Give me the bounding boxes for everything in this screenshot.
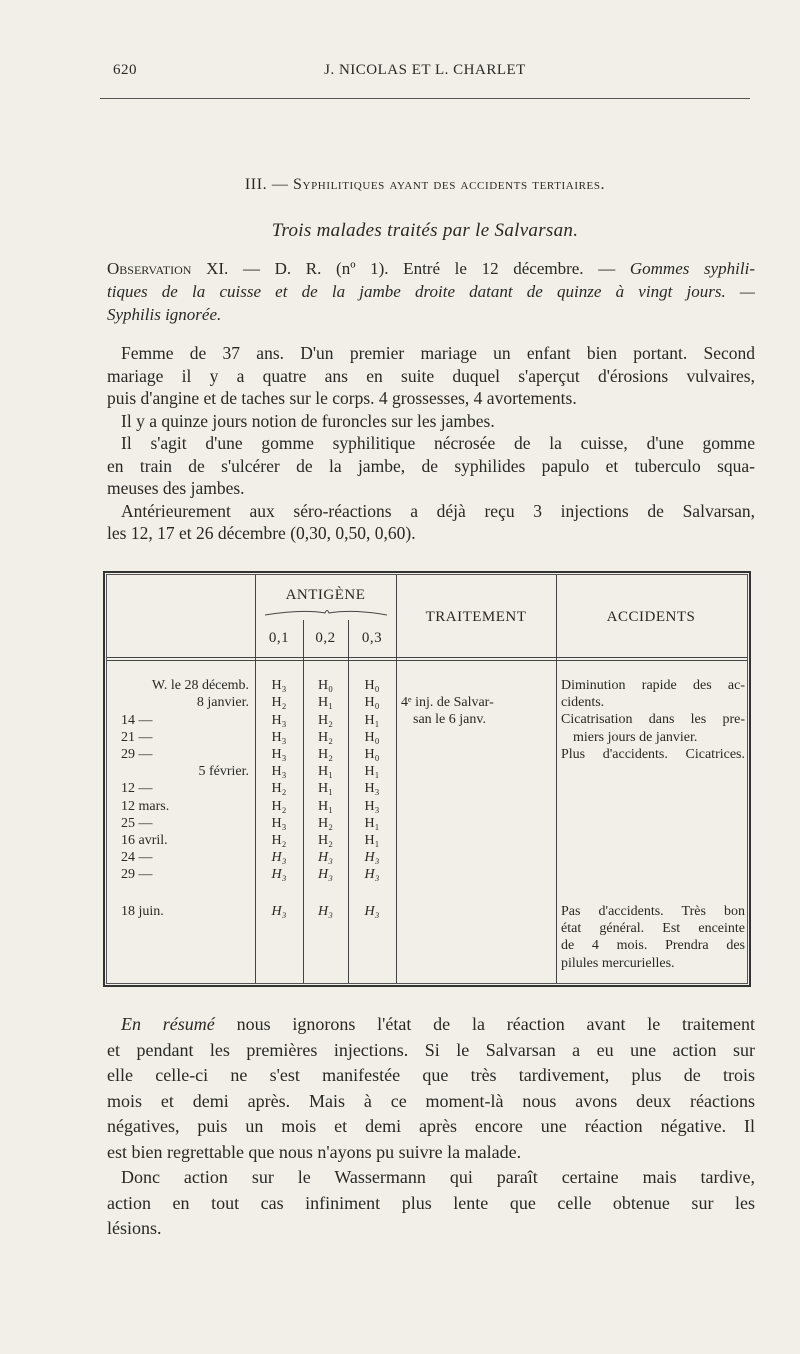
value-dose-2: H₂ bbox=[318, 747, 333, 762]
value-dose-2: H₃ bbox=[318, 867, 333, 882]
value-dose-3: H₃ bbox=[364, 850, 380, 865]
observation-heading bbox=[107, 257, 755, 326]
text-line: mois et demi après. Mais à ce moment-là nous avons deux réactions bbox=[107, 1090, 755, 1111]
text-line: Femme de 37 ans. D'un premier mariage un enfant bien portant. Second bbox=[121, 343, 755, 363]
observation-line: tiques de la cuisse et de la jambe droite datant de quinze à vingt jours. — bbox=[107, 282, 755, 301]
accidents-line: pilules mercurielles. bbox=[561, 955, 675, 971]
accidents-line: Plus d'accidents. Cicatrices. bbox=[561, 746, 745, 762]
text-line: action en tout cas infiniment plus lente que celle obtenue sur les bbox=[107, 1192, 755, 1213]
header-accidents: ACCIDENTS bbox=[606, 609, 696, 625]
subtitle: Trois malades traités par le Salvarsan. bbox=[271, 220, 579, 241]
accidents-line: de 4 mois. Prendra des bbox=[561, 938, 745, 954]
column-rule bbox=[396, 575, 397, 983]
value-dose-3: H₁ bbox=[364, 764, 380, 779]
date-cell: 21 — bbox=[121, 730, 153, 745]
value-dose-1: H₃ bbox=[271, 850, 287, 865]
text-line: elle celle-ci ne s'est manifestée que très tardivement, plus de trois bbox=[107, 1065, 755, 1085]
value-dose-3: H₃ bbox=[364, 799, 380, 814]
section-title-text: Syphilitiques ayant des accidents tertiaires. bbox=[293, 176, 606, 193]
value-dose-2: H₃ bbox=[318, 850, 333, 865]
value-dose-2: H₁ bbox=[318, 764, 333, 779]
section-title bbox=[100, 176, 750, 194]
text-line: Il s'agit d'une gomme syphilitique nécrosée de la cuisse, d'une gomme bbox=[121, 433, 755, 453]
accidents-line: Cicatrisation dans les pre- bbox=[561, 712, 745, 728]
value-dose-1: H₃ bbox=[271, 764, 287, 779]
date-cell: 29 — bbox=[121, 867, 153, 882]
accidents-line: Pas d'accidents. Très bon bbox=[561, 904, 745, 919]
header-rule bbox=[107, 657, 747, 658]
observation-label: Observation XI. bbox=[107, 259, 229, 278]
value-dose-3: H₀ bbox=[364, 747, 380, 762]
summary-lead-rest: nous ignorons l'état de la réaction avant le traitement bbox=[214, 1014, 756, 1034]
value-dose-2: H₂ bbox=[318, 730, 333, 745]
date-cell: 12 mars. bbox=[121, 799, 170, 814]
header-dose-2: 0,2 bbox=[315, 630, 336, 646]
page-number: 620 bbox=[113, 62, 137, 78]
date-cell: 24 — bbox=[121, 850, 153, 865]
header-dose-1: 0,1 bbox=[268, 630, 290, 646]
date-cell: W. le 28 décemb. bbox=[151, 678, 249, 693]
accidents-line: Diminution rapide des ac- bbox=[561, 678, 745, 693]
date-cell: 18 juin. bbox=[121, 904, 164, 919]
value-dose-3: H₃ bbox=[364, 904, 380, 919]
value-dose-3: H₃ bbox=[364, 867, 380, 882]
serology-table bbox=[103, 571, 751, 989]
traitement-line: san le 6 janv. bbox=[413, 712, 486, 728]
traitement-cell bbox=[401, 694, 553, 728]
text-line: et pendant les premières injections. Si le Salvarsan a eu une action sur bbox=[107, 1039, 755, 1060]
value-dose-1: H₂ bbox=[271, 695, 287, 710]
value-dose-3: H₁ bbox=[364, 713, 380, 728]
value-dose-2: H₃ bbox=[318, 904, 333, 919]
text-line: Donc action sur le Wassermann qui paraît certaine mais tardive, bbox=[121, 1167, 755, 1187]
value-dose-1: H₃ bbox=[271, 867, 287, 882]
accidents-line: miers jours de janvier. bbox=[573, 729, 698, 745]
text-line: Il y a quinze jours notion de furoncles sur les jambes. bbox=[121, 410, 495, 431]
value-dose-2: H₂ bbox=[318, 713, 333, 728]
running-head-authors: J. NICOLAS ET L. CHARLET bbox=[324, 62, 526, 78]
value-dose-2: H₂ bbox=[318, 833, 333, 848]
case-paragraph bbox=[107, 342, 755, 545]
traitement-line: 4ᵉ inj. de Salvar- bbox=[401, 695, 494, 710]
summary-paragraph bbox=[107, 1012, 755, 1242]
text-line: lésions. bbox=[107, 1218, 162, 1238]
text-line: Antérieurement aux séro-réactions a déjà reçu 3 injections de Salvarsan, bbox=[121, 500, 755, 521]
value-dose-1: H₂ bbox=[271, 833, 287, 848]
value-dose-3: H₁ bbox=[364, 816, 380, 831]
text-line: est bien regrettable que nous n'ayons pu suivre la malade. bbox=[107, 1141, 522, 1162]
header-antigene: ANTIGÈNE bbox=[285, 587, 366, 603]
accidents-line: état général. Est enceinte bbox=[561, 921, 745, 937]
date-cell: 5 février. bbox=[198, 764, 249, 779]
date-cell: 25 — bbox=[121, 816, 153, 831]
value-dose-3: H₀ bbox=[364, 730, 380, 745]
value-dose-2: H₂ bbox=[318, 816, 333, 831]
value-dose-1: H₃ bbox=[271, 678, 287, 693]
header-traitement: TRAITEMENT bbox=[425, 609, 527, 625]
value-dose-3: H₀ bbox=[364, 678, 380, 693]
accidents-cell bbox=[561, 903, 745, 972]
running-head bbox=[100, 62, 750, 86]
value-dose-3: H₀ bbox=[364, 695, 380, 710]
text-line bbox=[107, 1012, 755, 1038]
summary-lead: En résumé bbox=[121, 1014, 215, 1034]
value-dose-1: H₃ bbox=[271, 730, 287, 745]
text-line: puis d'angine et de taches sur le corps. 4 grossesses, 4 avortements. bbox=[107, 388, 577, 408]
date-cell: 14 — bbox=[121, 713, 153, 728]
header-dose-3: 0,3 bbox=[361, 630, 383, 646]
value-dose-1: H₃ bbox=[271, 747, 287, 762]
value-dose-1: H₃ bbox=[271, 816, 287, 831]
value-dose-3: H₁ bbox=[364, 833, 380, 848]
observation-info: — D. R. (nº 1). Entré le 12 décembre. — bbox=[228, 259, 630, 278]
date-cell: 29 — bbox=[121, 747, 153, 762]
value-dose-1: H₃ bbox=[271, 904, 287, 919]
value-dose-3: H₃ bbox=[364, 781, 380, 796]
header-rule bbox=[107, 660, 747, 661]
observation-line bbox=[107, 257, 755, 280]
text-line: en train de s'ulcérer de la jambe, de syphilides papulo et tuberculo squa- bbox=[107, 455, 755, 476]
date-cell: 8 janvier. bbox=[196, 695, 249, 710]
accidents-line: cidents. bbox=[561, 695, 605, 711]
value-dose-2: H₀ bbox=[318, 678, 333, 693]
date-cell: 12 — bbox=[121, 781, 153, 796]
observation-diagnosis: Gommes syphili- bbox=[629, 259, 756, 278]
antigene-brace bbox=[263, 607, 389, 619]
value-dose-1: H₂ bbox=[271, 781, 287, 796]
accidents-cell bbox=[561, 677, 745, 763]
observation-line: Syphilis ignorée. bbox=[107, 305, 222, 324]
value-dose-1: H₂ bbox=[271, 799, 287, 814]
column-rule bbox=[556, 575, 557, 983]
text-line: meuses des jambes. bbox=[107, 478, 245, 498]
header-rule bbox=[100, 98, 750, 99]
text-line: négatives, puis un mois et demi après encore une réaction négative. Il bbox=[107, 1116, 755, 1136]
value-dose-2: H₁ bbox=[318, 695, 333, 710]
value-dose-1: H₃ bbox=[271, 713, 287, 728]
section-number: III. — bbox=[244, 176, 289, 193]
text-line: mariage il y a quatre ans en suite duquel s'aperçut d'érosions vulvaires, bbox=[107, 365, 755, 386]
value-dose-2: H₁ bbox=[318, 799, 333, 814]
text-line: les 12, 17 et 26 décembre (0,30, 0,50, 0,60). bbox=[107, 523, 416, 543]
date-cell: 16 avril. bbox=[121, 833, 168, 848]
value-dose-2: H₁ bbox=[318, 781, 333, 796]
